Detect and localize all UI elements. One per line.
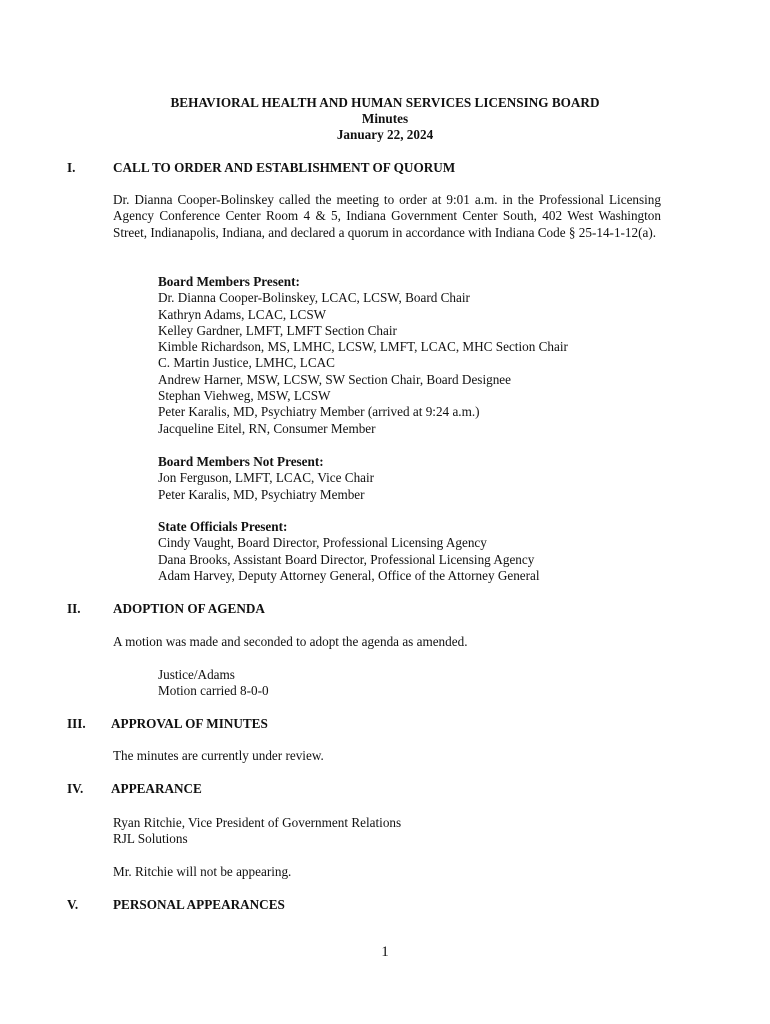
member-line: Jon Ferguson, LMFT, LCAC, Vice Chair (158, 470, 375, 486)
section-2-numeral: II. (67, 601, 81, 616)
section-3-numeral: III. (67, 716, 86, 731)
member-line: Kathryn Adams, LCAC, LCSW (158, 306, 327, 322)
section-4-heading: APPEARANCE (111, 781, 202, 796)
member-line: Jacqueline Eitel, RN, Consumer Member (158, 420, 376, 436)
page-number: 1 (381, 944, 389, 960)
appearance-name: Ryan Ritchie, Vice President of Government Relations (113, 815, 402, 830)
section-1-numeral: I. (67, 160, 76, 175)
member-line: Peter Karalis, MD, Psychiatry Member (158, 486, 365, 502)
member-line: Kelley Gardner, LMFT, LMFT Section Chair (158, 322, 397, 338)
section-2-heading: ADOPTION OF AGENDA (113, 601, 265, 616)
document-date: January 22, 2024 (336, 127, 434, 142)
official-line: Cindy Vaught, Board Director, Professional Licensing Agency (158, 535, 487, 551)
section-4-numeral: IV. (67, 781, 84, 796)
official-line: Adam Harvey, Deputy Attorney General, Office of the Attorney General (158, 567, 540, 583)
appearance-company: RJL Solutions (113, 831, 188, 846)
section-5-heading: PERSONAL APPEARANCES (113, 897, 285, 912)
appearance-note: Mr. Ritchie will not be appearing. (113, 864, 292, 879)
member-line: Andrew Harner, MSW, LCSW, SW Section Chair, Board Designee (158, 371, 512, 387)
section-2-text: A motion was made and seconded to adopt the agenda as amended. (113, 634, 468, 649)
member-line: Stephan Viehweg, MSW, LCSW (158, 388, 331, 404)
officials-heading: State Officials Present: (158, 519, 288, 534)
section-3-heading: APPROVAL OF MINUTES (111, 716, 268, 731)
board-members-not-present (158, 454, 374, 503)
motion-result: Motion carried 8-0-0 (158, 683, 269, 698)
not-present-heading: Board Members Not Present: (158, 454, 324, 469)
board-members-present (158, 274, 568, 437)
state-officials-present (158, 519, 540, 584)
section-3-text: The minutes are currently under review. (113, 748, 324, 763)
section-1-heading: CALL TO ORDER AND ESTABLISHMENT OF QUORUM (113, 160, 456, 175)
member-line: C. Martin Justice, LMHC, LCAC (158, 355, 335, 371)
section-1-paragraph: Dr. Dianna Cooper-Bolinskey called the meeting to order at 9:01 a.m. in the Professional Licensing Agency Conference Center Room 4 & 5, Indiana Government Center South, 402 West Washington Street, Indianapolis, Indiana, and declared a quorum in accordance with Indiana Code § 25-14-1-12(a). (113, 192, 661, 240)
section-5-numeral: V. (67, 897, 79, 912)
member-line: Dr. Dianna Cooper-Bolinskey, LCAC, LCSW, Board Chair (158, 290, 470, 306)
official-line: Dana Brooks, Assistant Board Director, Professional Licensing Agency (158, 551, 535, 567)
document-title: BEHAVIORAL HEALTH AND HUMAN SERVICES LICENSING BOARD (170, 95, 600, 110)
document-subtitle: Minutes (361, 111, 409, 126)
present-heading: Board Members Present: (158, 274, 300, 289)
member-line: Kimble Richardson, MS, LMHC, LCSW, LMFT, LCAC, MHC Section Chair (158, 339, 568, 355)
motion-movers: Justice/Adams (158, 667, 235, 682)
member-line: Peter Karalis, MD, Psychiatry Member (arrived at 9:24 a.m.) (158, 404, 480, 420)
